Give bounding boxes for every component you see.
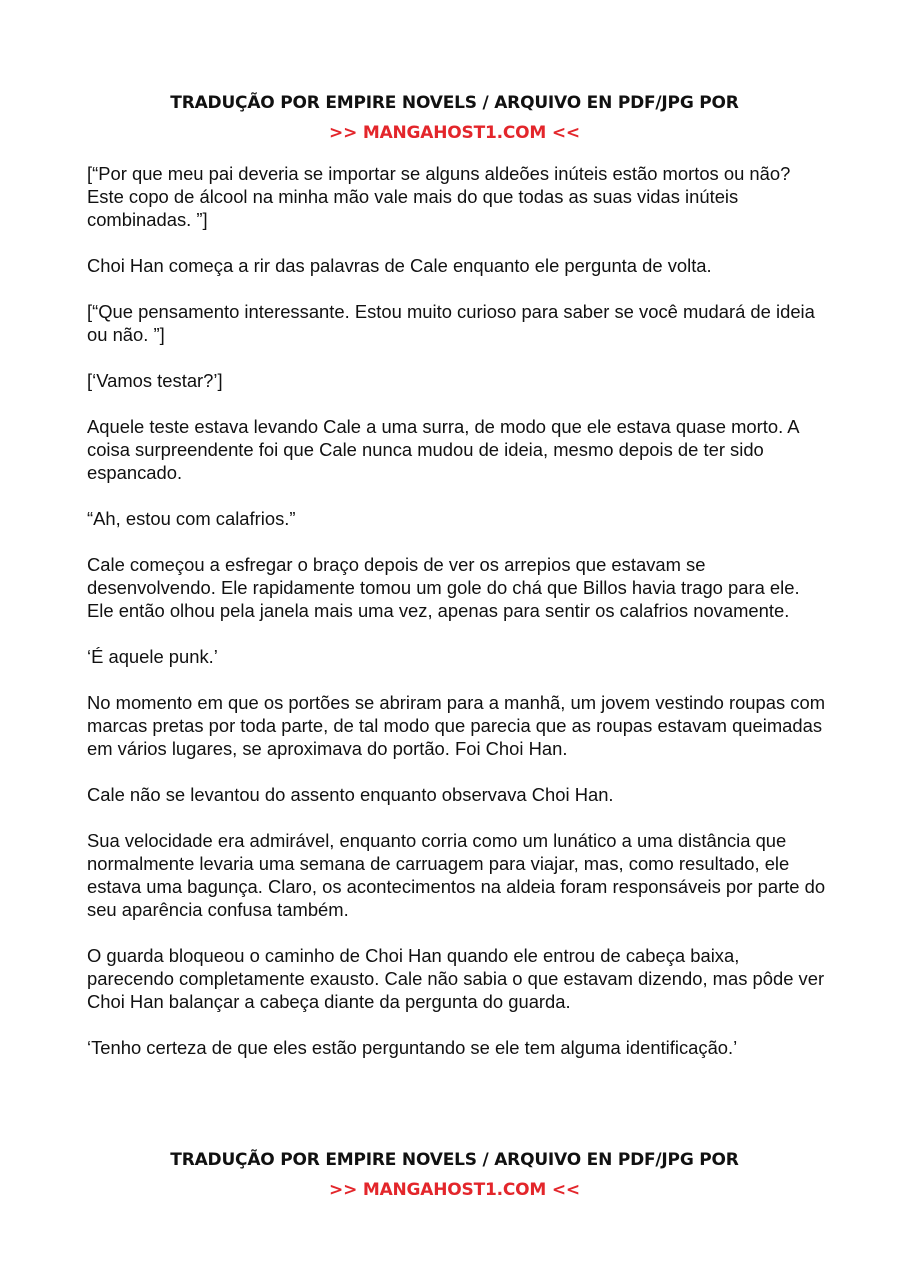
header-site-link[interactable]: >> MANGAHOST1.COM <<: [329, 123, 580, 143]
paragraph: Cale não se levantou do assento enquanto observava Choi Han.: [87, 784, 614, 805]
footer-banner: [0, 1145, 909, 1205]
chapter-body: [87, 162, 827, 1082]
paragraph: Sua velocidade era admirável, enquanto corria como um lunático a uma distância que normalmente levaria uma semana de carruagem para viajar, mas, como resultado, ele estava uma bagunça. Claro, os acontecimentos na aldeia foram responsáveis por parte do seu aparência confusa também.: [87, 830, 826, 920]
paragraph: [‘Vamos testar?’]: [87, 370, 223, 391]
paragraph: ‘Tenho certeza de que eles estão perguntando se ele tem alguma identificação.’: [87, 1037, 738, 1058]
paragraph: “Ah, estou com calafrios.”: [87, 508, 296, 529]
paragraph: Choi Han começa a rir das palavras de Cale enquanto ele pergunta de volta.: [87, 255, 712, 276]
paragraph: O guarda bloqueou o caminho de Choi Han quando ele entrou de cabeça baixa, parecendo completamente exausto. Cale não sabia o que estavam dizendo, mas pôde ver Choi Han balançar a cabeça diante da pergunta do guarda.: [87, 945, 825, 1012]
paragraph: ‘É aquele punk.’: [87, 646, 218, 667]
paragraph: [“Que pensamento interessante. Estou muito curioso para saber se você mudará de ideia ou não. ”]: [87, 301, 815, 345]
paragraph: No momento em que os portões se abriram para a manhã, um jovem vestindo roupas com marcas pretas por toda parte, de tal modo que parecia que as roupas estavam queimadas em vários lugares, se aproximava do portão. Foi Choi Han.: [87, 692, 826, 759]
paragraph: Aquele teste estava levando Cale a uma surra, de modo que ele estava quase morto. A coisa surpreendente foi que Cale nunca mudou de ideia, mesmo depois de ter sido espancado.: [87, 416, 799, 483]
paragraph: Cale começou a esfregar o braço depois de ver os arrepios que estavam se desenvolvendo. Ele rapidamente tomou um gole do chá que Billos havia trago para ele. Ele então olhou pela janela mais uma vez, apenas para sentir os calafrios novamente.: [87, 554, 800, 621]
header-credit: TRADUÇÃO POR EMPIRE NOVELS / ARQUIVO EN PDF/JPG POR: [170, 93, 739, 113]
footer-site-link[interactable]: >> MANGAHOST1.COM <<: [329, 1180, 580, 1200]
footer-credit: TRADUÇÃO POR EMPIRE NOVELS / ARQUIVO EN PDF/JPG POR: [170, 1150, 739, 1170]
paragraph: [“Por que meu pai deveria se importar se alguns aldeões inúteis estão mortos ou não? Este copo de álcool na minha mão vale mais do que todas as suas vidas inúteis combinadas. ”]: [87, 163, 791, 230]
header-banner: [0, 88, 909, 148]
